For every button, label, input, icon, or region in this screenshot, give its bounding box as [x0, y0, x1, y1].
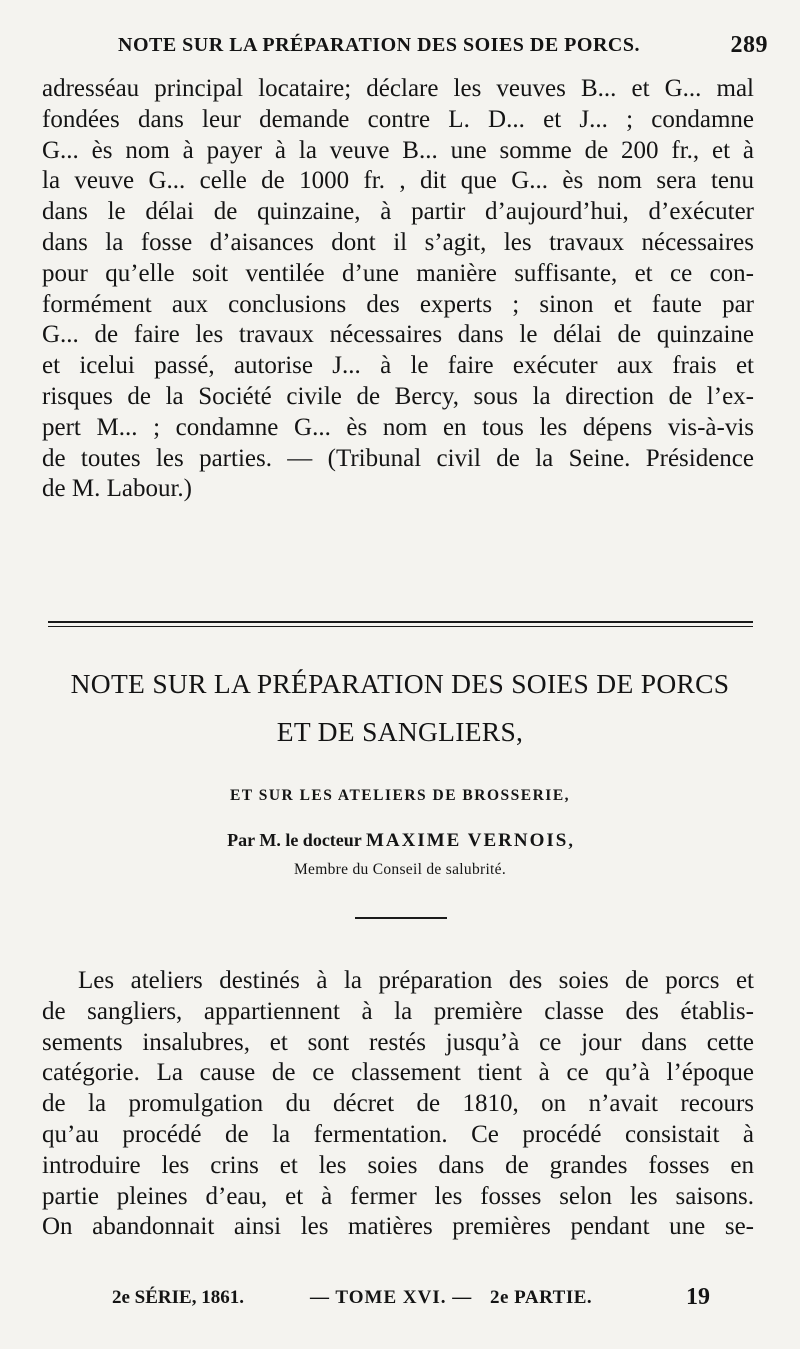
article-title-line-1: NOTE SUR LA PRÉPARATION DES SOIES DE PORCS	[70, 668, 730, 699]
text-line: sements insalubres, et sont restés jusqu’à ce jour dans cette	[42, 1028, 754, 1056]
author-affiliation: Membre du Conseil de salubrité.	[293, 861, 507, 878]
text-line: la veuve G... celle de 1000 fr. , dit que G... ès nom sera tenu	[42, 167, 754, 195]
footer-tome: — TOME XVI. —	[310, 1287, 473, 1308]
text-line: formément aux conclusions des experts ; sinon et faute par	[42, 290, 754, 318]
text-line: catégorie. La cause de ce classement tient à ce qu’à l’époque	[42, 1059, 754, 1087]
text-line: On abandonnait ainsi les matières premières pendant une se-	[42, 1213, 754, 1241]
text-line: de la promulgation du décret de 1810, on n’avait recours	[42, 1090, 754, 1118]
page-number: 289	[730, 32, 768, 58]
text-line: Les ateliers destinés à la préparation des soies de porcs et	[78, 967, 754, 994]
section-divider	[48, 621, 753, 623]
text-line: dans la fosse d’aisances dont il s’agit, les travaux nécessaires	[42, 228, 754, 256]
footer-series: 2e SÉRIE, 1861.	[112, 1287, 244, 1308]
text-line: fondées dans leur demande contre L. D... et J... ; condamne	[42, 105, 754, 133]
text-line: de sangliers, appartiennent à la première classe des établis-	[42, 997, 754, 1025]
continued-paragraph	[42, 74, 754, 505]
article-title-line-2: ET DE SANGLIERS,	[276, 716, 524, 747]
body-paragraph	[42, 966, 754, 1243]
text-line: pour qu’elle soit ventilée d’une manière suffisante, et ce con-	[42, 259, 754, 287]
text-line: pert M... ; condamne G... ès nom en tous les dépens vis-à-vis	[42, 413, 754, 441]
running-title: NOTE SUR LA PRÉPARATION DES SOIES DE PORCS.	[118, 34, 640, 56]
short-divider	[355, 917, 447, 919]
author-name: MAXIME VERNOIS	[365, 830, 569, 851]
signature-mark: 19	[686, 1284, 710, 1310]
author-line	[0, 830, 800, 852]
author-suffix: ,	[568, 830, 573, 850]
text-line: G... ès nom à payer à la veuve B... une somme de 200 fr., et à	[42, 136, 754, 164]
text-line: adresséau principal locataire; déclare les veuves B... et G... mal	[42, 75, 754, 102]
text-line: risques de la Société civile de Bercy, sous la direction de l’ex-	[42, 382, 754, 410]
article-subtitle: ET SUR LES ATELIERS DE BROSSERIE,	[229, 787, 571, 804]
text-line: qu’au procédé de la fermentation. Ce procédé consistait à	[42, 1120, 754, 1148]
text-line: et icelui passé, autorise J... à le faire exécuter aux frais et	[42, 352, 754, 380]
text-line: de toutes les parties. — (Tribunal civil de la Seine. Présidence	[42, 444, 754, 472]
text-line: de M. Labour.)	[42, 475, 192, 503]
text-line: partie pleines d’eau, et à fermer les fosses selon les saisons.	[42, 1182, 754, 1210]
text-line: introduire les crins et les soies dans de grandes fosses en	[42, 1151, 754, 1179]
running-header	[118, 34, 768, 57]
author-prefix: Par M. le docteur	[227, 830, 362, 850]
text-line: G... de faire les travaux nécessaires dans le délai de quinzaine	[42, 321, 754, 349]
text-line: dans le délai de quinzaine, à partir d’aujourd’hui, d’exécuter	[42, 198, 754, 226]
footer-partie: 2e PARTIE.	[490, 1287, 593, 1308]
